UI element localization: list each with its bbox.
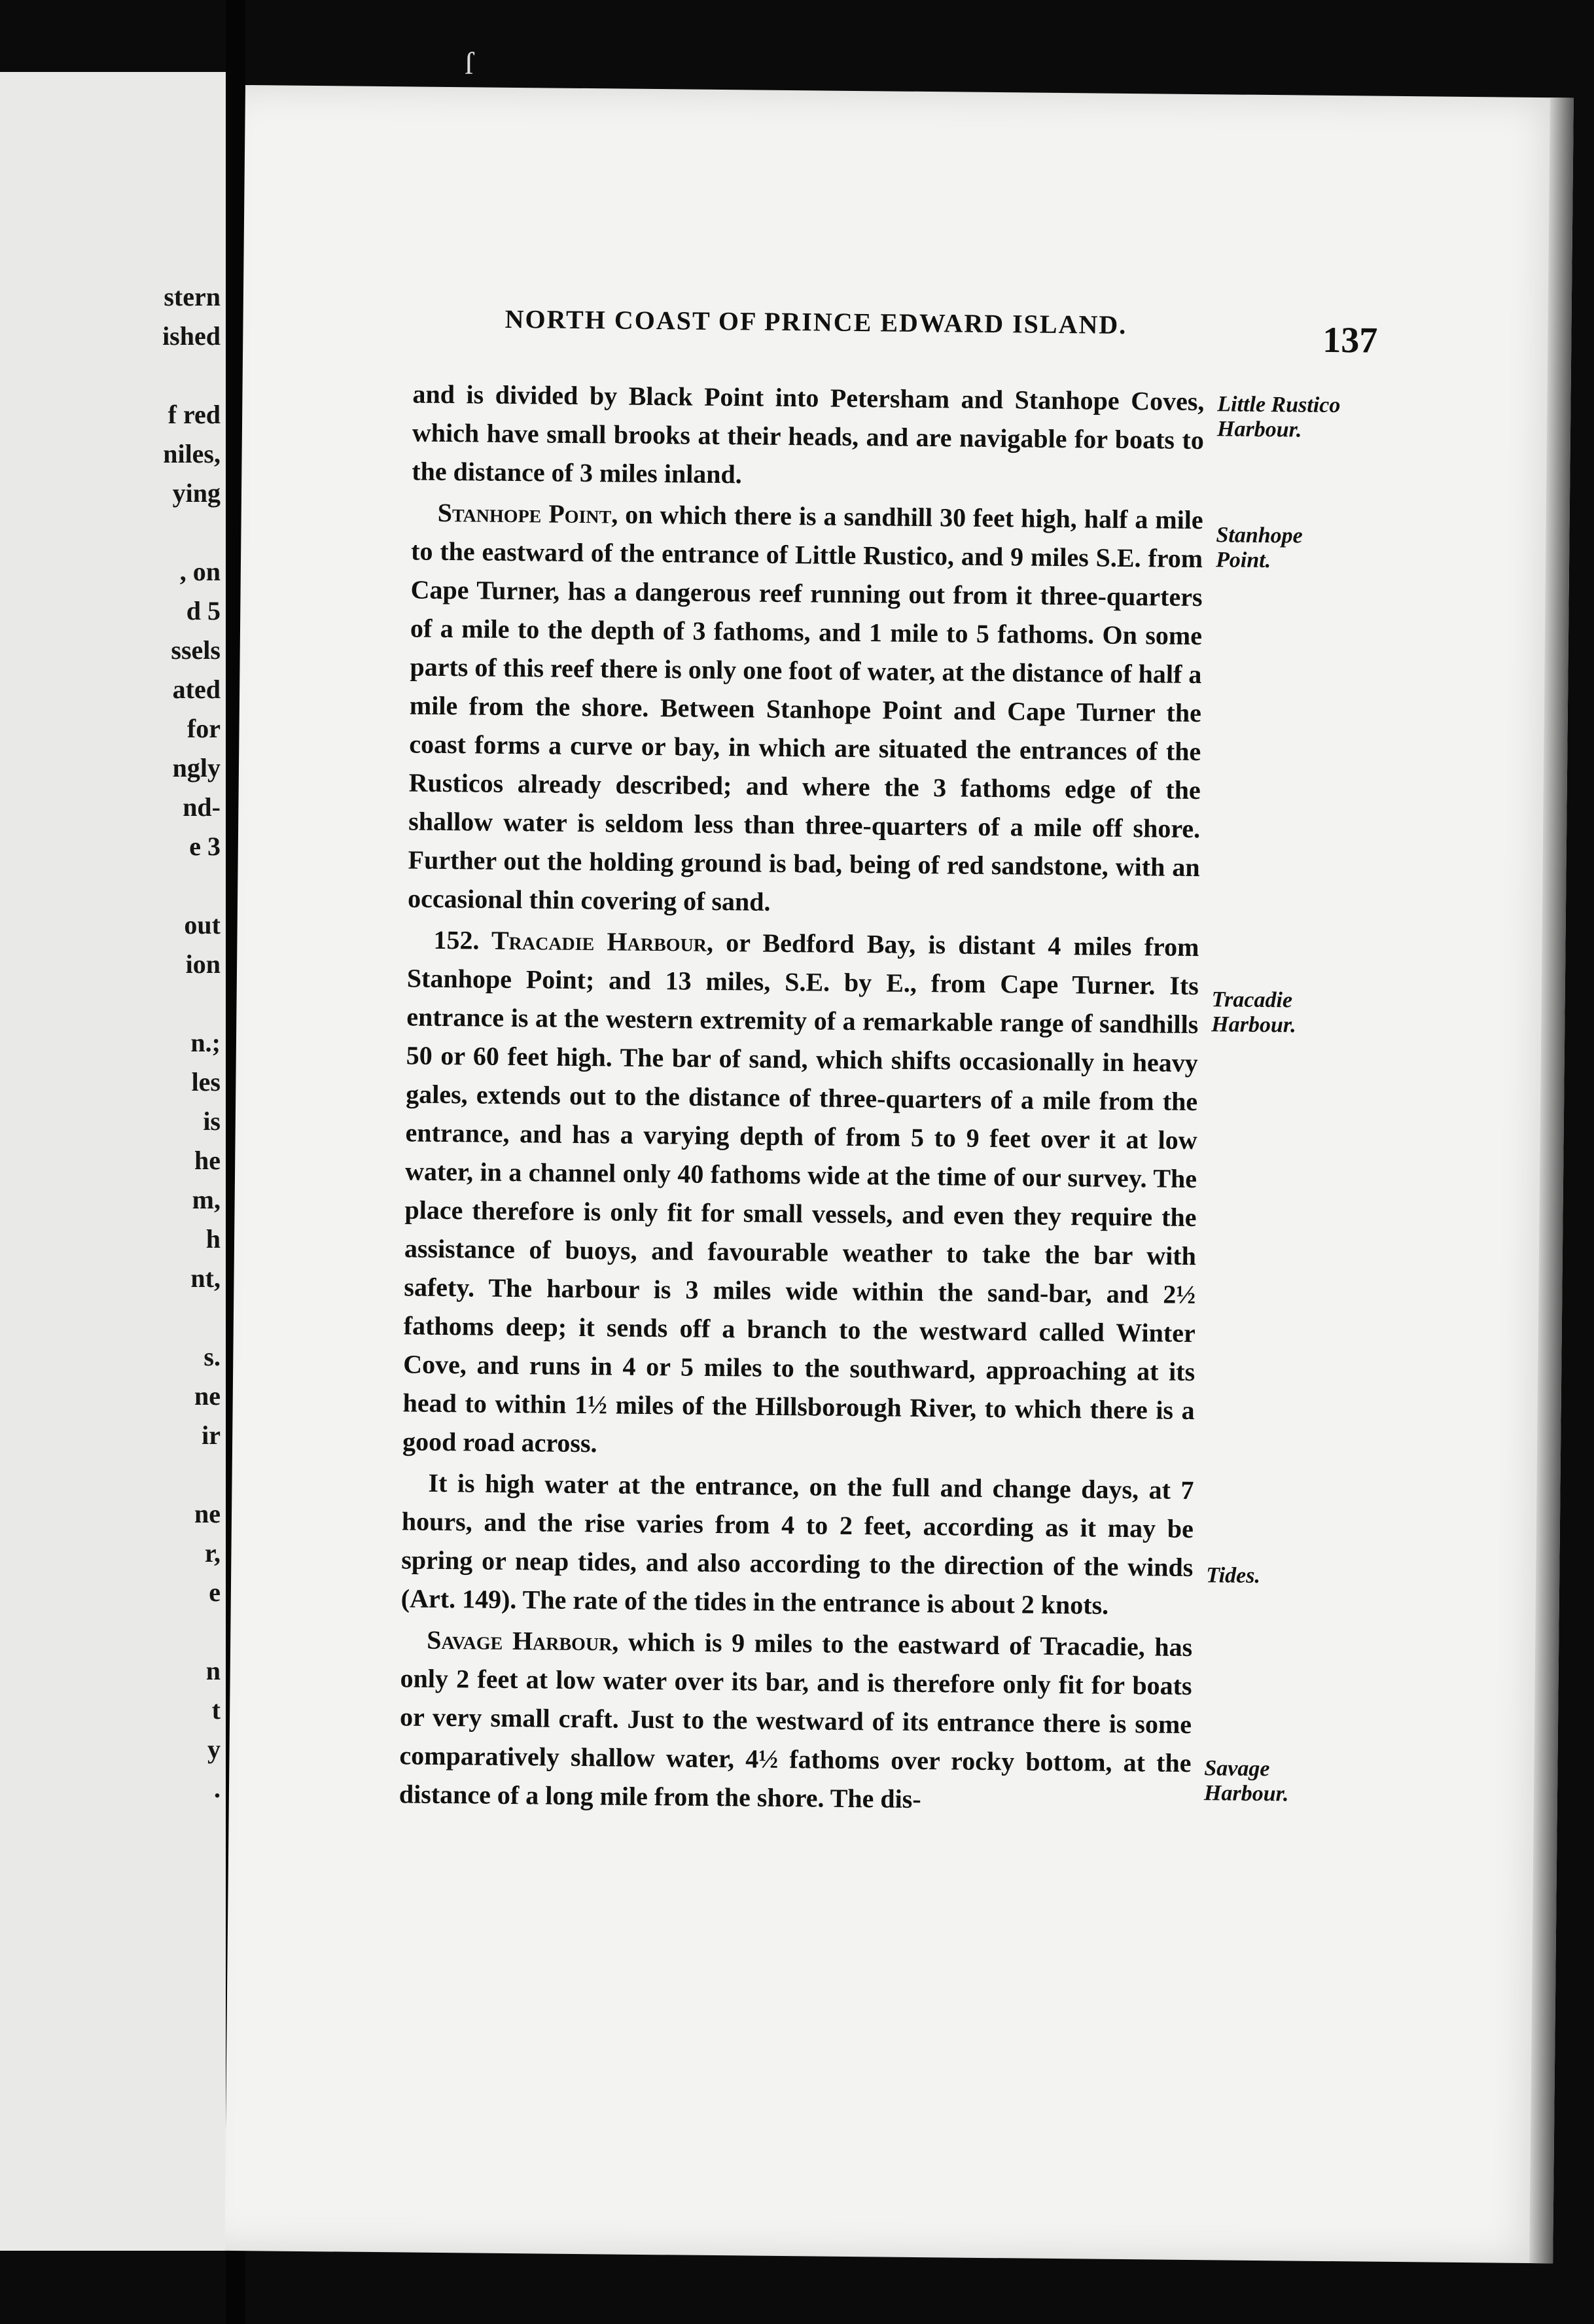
book-page xyxy=(224,85,1574,2263)
left-page-text-fragment: ne xyxy=(194,1381,221,1411)
margin-note-line: Stanhope xyxy=(1216,523,1303,548)
paragraph-text: It is high water at the entrance, on the full and change days, at 7 hours, and the rise varies from 4 to 2 feet, according as it may be spring or neap tides, and also according to the direction of the winds (Art. 149). The rate of the tides in the entrance is about 2 knots. xyxy=(400,1468,1194,1620)
paragraph-text: , which is 9 miles to the eastward of Tracadie, has only 2 feet at low water over its bar, and is therefore only fit for boats or very small craft. Just to the westward of its entrance there is some comparatively shallow water, 4½ fathoms over rocky bottom, at the distance of a long mile from the shore. The dis- xyxy=(398,1627,1193,1814)
paragraph xyxy=(402,920,1199,1468)
margin-note-tracadie-harbour xyxy=(1211,987,1382,1038)
paragraph-text: , on which there is a sandhill 30 feet high, half a mile to the eastward of the entrance of Little Rustico, and 9 miles S.E. from Cape Turner, has a dangerous reef running out from it three-quarters of a mile to the depth of 3 fathoms, and 1 mile to 5 fathoms. On some parts of this reef there is only one foot of water, at the distance of half a mile from the shore. Between Stanhope Point and Cape Turner the coast forms a curve or bay, in which are situated the entrances of the Rusticos already described; and where the 3 fathoms edge of the shallow water is seldom less than three-quarters of a mile off shore. Further out the holding ground is bad, being of red sandstone, with an occasional thin covering of sand. xyxy=(407,499,1203,917)
left-page-text-fragment: ated xyxy=(172,675,221,704)
left-page-text-fragment: , on xyxy=(179,557,221,586)
left-page-text-fragment: ir xyxy=(202,1420,221,1450)
left-page-text-fragment: nt, xyxy=(190,1263,221,1293)
left-page-text-fragment: e 3 xyxy=(189,832,221,861)
paragraph xyxy=(408,493,1203,925)
left-page-text-fragment: d 5 xyxy=(186,596,221,625)
left-page-text-fragment: ngly xyxy=(172,753,221,783)
left-page-text-fragment: ne xyxy=(194,1499,221,1528)
margin-note-savage-harbour xyxy=(1204,1756,1375,1807)
margin-note-line: Savage xyxy=(1204,1756,1270,1782)
left-page-text-fragment: ion xyxy=(185,949,221,979)
left-page-text-fragment: les xyxy=(191,1067,221,1097)
margin-note-stanhope-point xyxy=(1216,523,1387,574)
left-page-text-fragment: ished xyxy=(162,321,221,351)
left-page-text-fragment: n.; xyxy=(190,1028,221,1057)
paragraph-lead: 152. Tracadie Harbour xyxy=(433,924,707,957)
left-page-text-fragment: h xyxy=(205,1224,221,1254)
left-page-text-fragment: ssels xyxy=(171,635,221,665)
stray-mark: ſ xyxy=(465,46,474,81)
left-page-text-fragment: n xyxy=(205,1656,221,1685)
left-page-text-fragment: stern xyxy=(164,282,221,311)
running-head: NORTH COAST OF PRINCE EDWARD ISLAND. xyxy=(505,304,1127,340)
left-page-text-fragment: he xyxy=(194,1146,221,1175)
paragraph-lead: Savage Harbour xyxy=(426,1625,612,1657)
paragraph-text: , or Bedford Bay, is distant 4 miles from Stanhope Point; and 13 miles, S.E. by E., from Cape Turner. Its entrance is at the western extremity of a remarkable range of sandhills 50 or 60 feet high. The bar of sand, which shifts occasionally in heavy gales, extends out to the distance of three-quarters of a mile from the entrance, and has a varying depth of from 5 to 9 feet over it at low water, in a channel only 40 fathoms wide at the time of our survey. The place therefore is only fit for small vessels, and even they require the assistance of buoys, and favourable weather to take the bar with safety. The harbour is 3 miles wide within the sand-bar, and 2½ fathoms deep; it sends off a branch to the westward called Winter Cove, and runs in 4 or 5 miles to the southward, approaching at its head to within 1½ miles of the Hillsborough River, to which there is a good road across. xyxy=(402,927,1199,1458)
margin-note-line: Tracadie xyxy=(1211,987,1293,1013)
left-page-text-fragment: is xyxy=(203,1106,221,1136)
left-page-text-fragment: r, xyxy=(204,1538,221,1568)
body-text xyxy=(399,374,1205,1823)
margin-note-line: Little Rustico xyxy=(1217,392,1341,418)
left-page-text-fragment: t xyxy=(211,1695,221,1725)
margin-note-little-rustico xyxy=(1217,392,1388,443)
margin-note-line: Harbour. xyxy=(1211,1012,1296,1038)
left-page-text-fragment: for xyxy=(186,714,221,743)
left-page-text-fragment: e xyxy=(209,1577,221,1607)
paragraph xyxy=(412,374,1205,498)
paragraph xyxy=(401,1463,1194,1625)
left-page-text-fragment: niles, xyxy=(163,439,221,468)
left-page-text-fragment: out xyxy=(184,910,221,940)
left-page-text-fragment: s. xyxy=(204,1342,221,1371)
left-page-text-fragment: m, xyxy=(192,1185,221,1214)
margin-note-line: Tides. xyxy=(1206,1563,1261,1588)
paragraph-lead: Stanhope Point xyxy=(437,497,612,529)
margin-note-line: Point. xyxy=(1215,548,1271,573)
left-page-text-fragment: ying xyxy=(172,478,221,508)
paragraph xyxy=(399,1620,1193,1821)
left-page-text-fragment: f red xyxy=(168,400,221,429)
margin-note-line: Harbour. xyxy=(1203,1781,1289,1806)
left-page-text-fragment: y xyxy=(207,1734,221,1764)
margin-note-tides xyxy=(1206,1563,1376,1589)
paragraph-text: and is divided by Black Point into Petersham and Stanhope Coves, which have small brooks at their heads, and are navigable for boats to the distance of 3 miles inland. xyxy=(412,379,1205,489)
previous-page-fragment xyxy=(0,72,226,2251)
margin-note-line: Harbour. xyxy=(1216,417,1302,442)
page-number: 137 xyxy=(1322,319,1378,361)
left-page-text-fragment: . xyxy=(214,1774,221,1803)
left-page-text-fragment: nd- xyxy=(183,792,221,822)
